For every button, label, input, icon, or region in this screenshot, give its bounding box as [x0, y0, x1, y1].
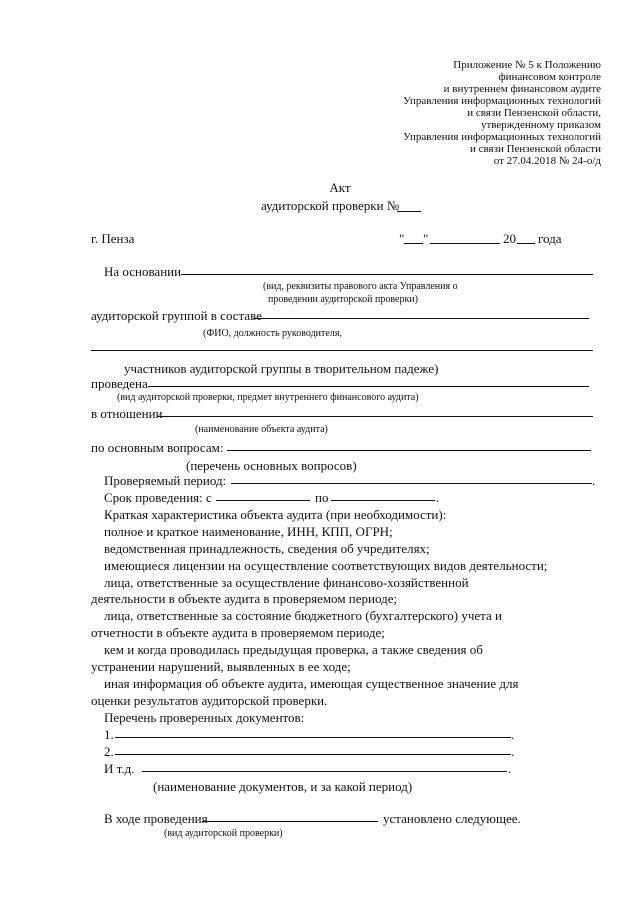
- regarding-line: [158, 416, 593, 417]
- docs-item-2-line: [115, 754, 511, 755]
- conducted-line: [148, 386, 589, 387]
- docs-note: (наименование документов, и за какой период): [153, 779, 413, 794]
- char-line-6b: отчетности в объекте аудита в проверяемом периоде;: [91, 625, 385, 640]
- annex-header-line: Управления информационных технологий: [403, 131, 601, 143]
- char-line-7b: устранении нарушений, выявленных в ее ходе;: [91, 659, 351, 674]
- date-close-quote: ": [423, 231, 429, 246]
- group-line: [253, 318, 589, 319]
- date-month-line: [430, 243, 500, 244]
- docs-item-2-label: 2.: [104, 744, 114, 759]
- char-line-2: полное и краткое наименование, ИНН, КПП, ОГРН;: [104, 524, 393, 539]
- basis-note-2: проведении аудиторской проверки): [268, 294, 419, 305]
- annex-header-line: и связи Пензенской области: [469, 143, 601, 155]
- date-century: 20: [503, 231, 516, 246]
- char-line-7a: кем и когда проводилась предыдущая проверка, а также сведения об: [104, 642, 483, 657]
- basis-note-1: (вид, реквизиты правового акта Управления о: [263, 281, 458, 292]
- date-suffix: года: [538, 231, 562, 246]
- char-line-5b: деятельности в объекте аудита в проверяемом периоде;: [91, 591, 398, 606]
- docs-item-etc-label: И т.д.: [104, 761, 135, 776]
- annex-header-line: от 27.04.2018 № 24-о/д: [493, 155, 601, 167]
- annex-header-line: Управления информационных технологий: [403, 95, 601, 107]
- period-dot: .: [592, 473, 596, 488]
- annex-header-line: утвержденному приказом: [480, 119, 601, 131]
- during-tail: установлено следующее.: [383, 811, 521, 826]
- char-line-3: ведомственная принадлежность, сведения об учредителях;: [104, 541, 430, 556]
- group-label: аудиторской группой в составе: [91, 308, 262, 323]
- term-to-label: по: [315, 490, 329, 505]
- annex-header-line: финансовом контроле: [498, 71, 601, 83]
- annex-header-line: и внутреннем финансовом аудите: [443, 83, 601, 95]
- period-label: Проверяемый период:: [104, 473, 227, 488]
- city-label: г. Пенза: [91, 231, 135, 246]
- char-line-1: Краткая характеристика объекта аудита (при необходимости):: [104, 507, 447, 522]
- basis-label: На основании: [104, 264, 182, 279]
- char-line-4: имеющиеся лицензии на осуществление соответствующих видов деятельности;: [104, 558, 548, 573]
- char-line-8a: иная информация об объекте аудита, имеющая существенное значение для: [104, 676, 519, 691]
- date-open-quote: ": [399, 231, 405, 246]
- term-from-line: [216, 500, 310, 501]
- char-line-6a: лица, ответственные за состояние бюджетного (бухгалтерского) учета и: [104, 608, 502, 623]
- act-title: Акт: [329, 180, 351, 195]
- regarding-label: в отношении: [91, 406, 163, 421]
- conducted-label: проведена: [91, 376, 148, 391]
- questions-label: по основным вопросам:: [91, 440, 224, 455]
- docs-item-1-line: [115, 737, 511, 738]
- char-line-8b: оценки результатов аудиторской проверки.: [91, 693, 328, 708]
- annex-header-line: Приложение № 5 к Положению: [453, 59, 601, 71]
- period-line: [231, 483, 592, 484]
- questions-note: (перечень основных вопросов): [186, 458, 357, 473]
- date-day-line: [404, 243, 423, 244]
- group-line-2: [91, 350, 593, 351]
- char-line-5a: лица, ответственные за осуществление финансово-хозяйственной: [104, 575, 469, 590]
- during-label: В ходе проведения: [104, 811, 208, 826]
- regarding-note: (наименование объекта аудита): [195, 424, 328, 435]
- act-number-line: [397, 211, 421, 212]
- docs-item-1-label: 1.: [104, 727, 114, 742]
- docs-item-2-dot: .: [511, 744, 515, 759]
- docs-item-etc-line: [142, 771, 507, 772]
- questions-line: [227, 450, 591, 451]
- term-dot: .: [436, 490, 440, 505]
- group-note: (ФИО, должность руководителя,: [203, 328, 342, 339]
- term-label: Срок проведения: с: [104, 490, 212, 505]
- docs-title: Перечень проверенных документов:: [104, 710, 305, 725]
- during-line: [202, 821, 378, 822]
- docs-item-etc-dot: .: [508, 761, 512, 776]
- annex-header-line: и связи Пензенской области,: [467, 107, 601, 119]
- act-subtitle: аудиторской проверки №: [261, 198, 400, 213]
- basis-line: [181, 274, 593, 275]
- participants-note: участников аудиторской группы в творительном падеже): [124, 361, 439, 376]
- term-to-line: [331, 500, 435, 501]
- conducted-note: (вид аудиторской проверки, предмет внутреннего финансового аудита): [117, 392, 419, 403]
- docs-item-1-dot: .: [511, 727, 515, 742]
- during-note: (вид аудиторской проверки): [164, 828, 283, 839]
- date-year-line: [517, 243, 535, 244]
